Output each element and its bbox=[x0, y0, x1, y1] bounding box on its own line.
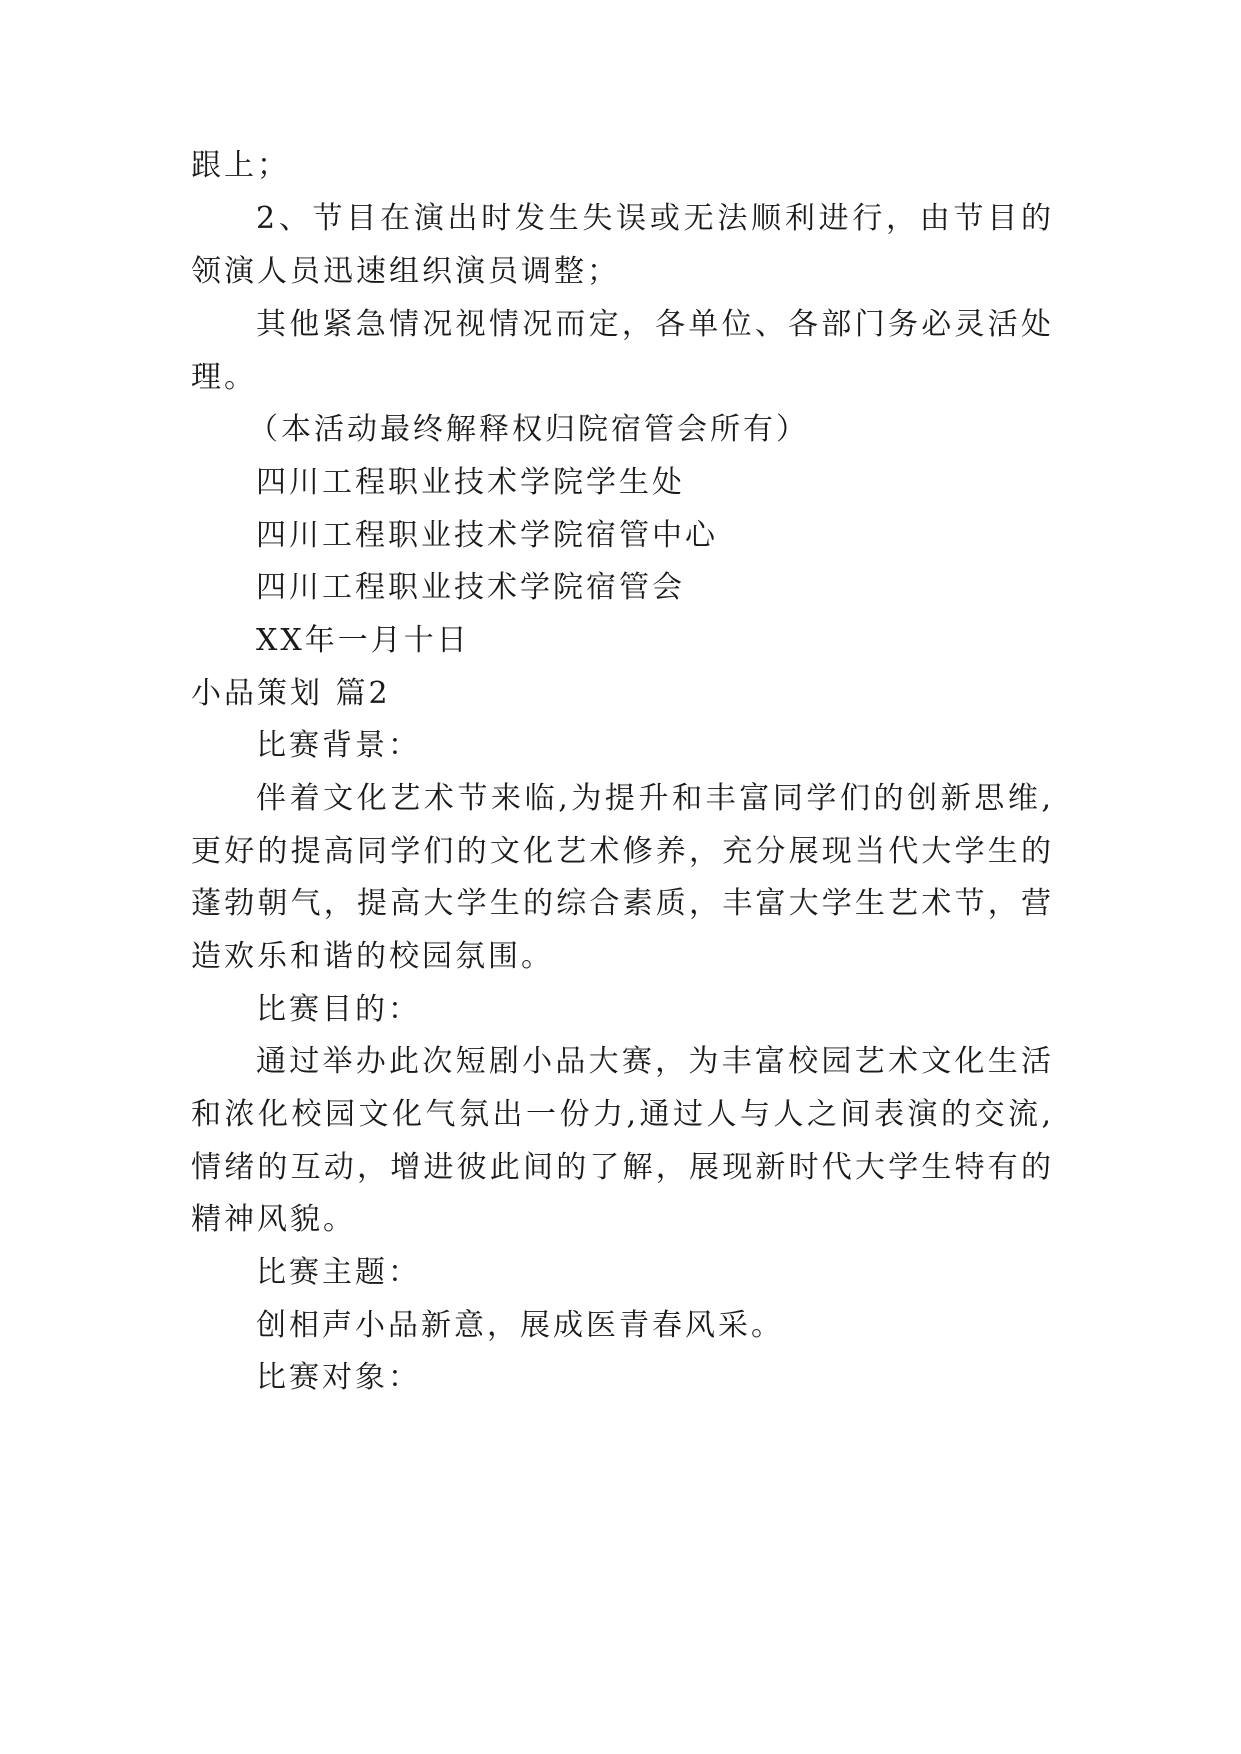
text-line: 蓬勃朝气，提高大学生的综合素质，丰富大学生艺术节，营 bbox=[191, 886, 1051, 921]
text-line: 更好的提高同学们的文化艺术修养，充分展现当代大学生的 bbox=[191, 834, 1051, 869]
text-line: 理。 bbox=[191, 360, 257, 395]
subheading: 比赛主题： bbox=[256, 1255, 421, 1290]
text-line: 跟上； bbox=[191, 148, 290, 183]
subheading: 比赛对象： bbox=[256, 1360, 421, 1395]
text-line: 2、节目在演出时发生失误或无法顺利进行，由节目的 bbox=[256, 201, 1051, 236]
subheading: 比赛目的： bbox=[256, 992, 421, 1027]
text-line: 情绪的互动，增进彼此间的了解，展现新时代大学生特有的 bbox=[191, 1150, 1051, 1185]
text-line: 领演人员迅速组织演员调整； bbox=[191, 254, 620, 289]
text-line: 伴着文化艺术节来临,为提升和丰富同学们的创新思维, bbox=[256, 781, 1051, 816]
text-line: 四川工程职业技术学院学生处 bbox=[256, 465, 685, 500]
text-line: 通过举办此次短剧小品大赛，为丰富校园艺术文化生活 bbox=[256, 1044, 1051, 1079]
text-line: 四川工程职业技术学院宿管会 bbox=[256, 570, 685, 605]
text-line: 创相声小品新意，展成医青春风采。 bbox=[256, 1308, 784, 1343]
subheading: 比赛背景： bbox=[256, 728, 421, 763]
text-line: 四川工程职业技术学院宿管中心 bbox=[256, 518, 718, 553]
text-line: 精神风貌。 bbox=[191, 1202, 356, 1237]
text-line: 其他紧急情况视情况而定，各单位、各部门务必灵活处 bbox=[256, 307, 1051, 342]
section-heading: 小品策划 篇2 bbox=[191, 676, 391, 711]
text-line: （本活动最终解释权归院宿管会所有） bbox=[248, 412, 809, 447]
text-line: 和浓化校园文化气氛出一份力,通过人与人之间表演的交流, bbox=[191, 1097, 1051, 1132]
date-line: XX年一月十日 bbox=[256, 623, 470, 658]
text-line: 造欢乐和谐的校园氛围。 bbox=[191, 939, 554, 974]
